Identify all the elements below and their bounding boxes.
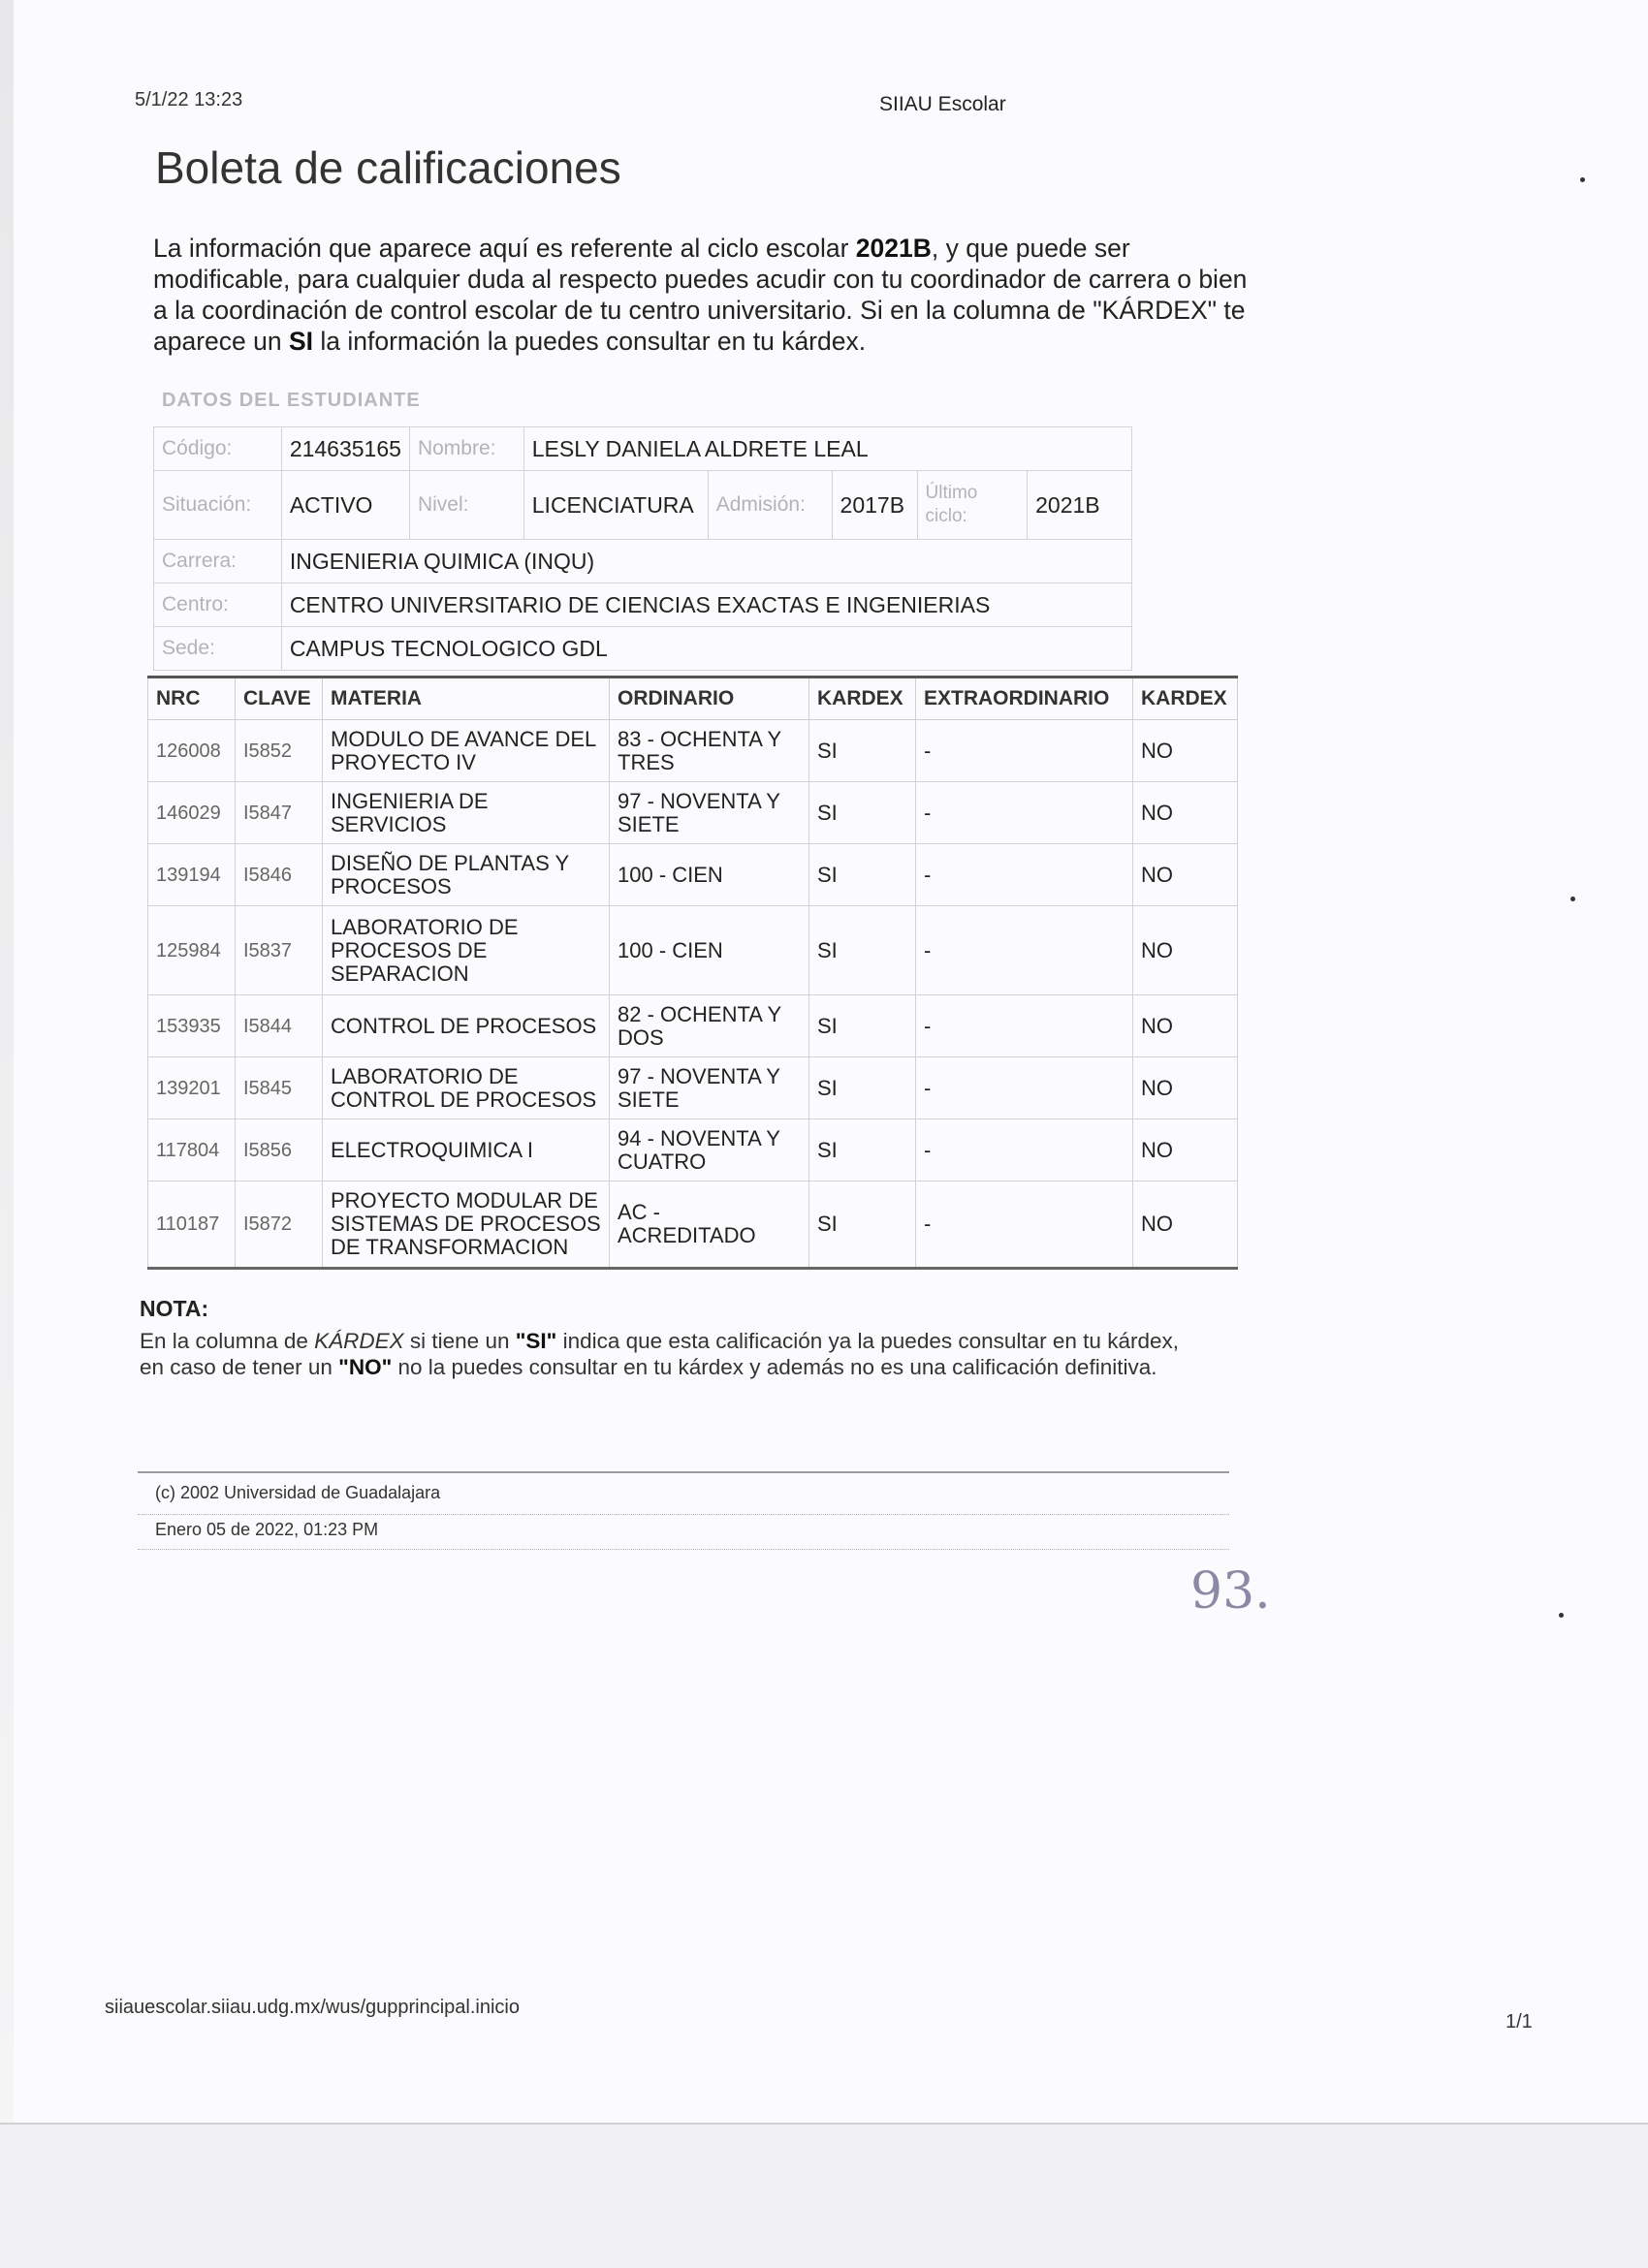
cell-clave: I5852: [236, 720, 323, 782]
cell-clave: I5847: [236, 782, 323, 844]
table-row: [148, 906, 1238, 995]
col-clave: CLAVE: [236, 677, 323, 720]
label-codigo: Código:: [154, 427, 282, 471]
cell-kardex-extra: NO: [1133, 1057, 1238, 1119]
cell-kardex: SI: [809, 995, 916, 1057]
table-row: [148, 720, 1238, 782]
scan-edge: [0, 0, 14, 2266]
cell-kardex-extra: NO: [1133, 995, 1238, 1057]
nota-text: En la columna de KÁRDEX si tiene un "SI" indica que esta calificación ya la puedes consultar en tu kárdex, en caso de tener un "NO" no la puedes consultar en tu kárdex y además no es una calificación definitiva.: [140, 1329, 1179, 1379]
scan-bottom-strip: [0, 2123, 1648, 2268]
value-codigo: 214635165: [281, 427, 409, 471]
cell-kardex: SI: [809, 1057, 916, 1119]
value-carrera: INGENIERIA QUIMICA (INQU): [281, 540, 1131, 583]
table-row: [148, 1181, 1238, 1269]
value-nombre: LESLY DANIELA ALDRETE LEAL: [523, 427, 1131, 471]
cell-kardex: SI: [809, 1181, 916, 1269]
cell-materia: LABORATORIO DE CONTROL DE PROCESOS: [323, 1057, 610, 1119]
label-nombre: Nombre:: [409, 427, 523, 471]
cell-materia: ELECTROQUIMICA I: [323, 1119, 610, 1181]
cell-kardex: SI: [809, 844, 916, 906]
cell-materia: INGENIERIA DE SERVICIOS: [323, 782, 610, 844]
cell-ordinario: 82 - OCHENTA Y DOS: [610, 995, 809, 1057]
label-nivel: Nivel:: [409, 471, 523, 540]
cell-extraordinario: -: [916, 1119, 1133, 1181]
print-date: 5/1/22 13:23: [135, 89, 243, 110]
cell-clave: I5845: [236, 1057, 323, 1119]
cell-kardex-extra: NO: [1133, 906, 1238, 995]
copyright: (c) 2002 Universidad de Guadalajara: [155, 1483, 441, 1502]
student-data-caption: DATOS DEL ESTUDIANTE: [162, 390, 421, 411]
col-materia: MATERIA: [323, 677, 610, 720]
cell-kardex-extra: NO: [1133, 1119, 1238, 1181]
cell-materia: CONTROL DE PROCESOS: [323, 995, 610, 1057]
scan-speck: [1559, 1613, 1564, 1618]
cell-ordinario: AC - ACREDITADO: [610, 1181, 809, 1269]
scan-speck: [1570, 897, 1575, 901]
cell-nrc: 139201: [148, 1057, 236, 1119]
page-url: siiauescolar.siiau.udg.mx/wus/gupprincipal.inicio: [105, 1997, 520, 2018]
cell-clave: I5846: [236, 844, 323, 906]
cell-clave: I5837: [236, 906, 323, 995]
cell-kardex-extra: NO: [1133, 844, 1238, 906]
cell-materia: PROYECTO MODULAR DE SISTEMAS DE PROCESOS DE TRANSFORMACION: [323, 1181, 610, 1269]
cell-extraordinario: -: [916, 720, 1133, 782]
footer-divider: [138, 1471, 1229, 1473]
cell-ordinario: 94 - NOVENTA Y CUATRO: [610, 1119, 809, 1181]
value-ultimo-ciclo: 2021B: [1028, 471, 1132, 540]
label-carrera: Carrera:: [154, 540, 282, 583]
cell-ordinario: 100 - CIEN: [610, 844, 809, 906]
table-row: [148, 995, 1238, 1057]
cell-ordinario: 97 - NOVENTA Y SIETE: [610, 1057, 809, 1119]
label-centro: Centro:: [154, 583, 282, 627]
cell-nrc: 153935: [148, 995, 236, 1057]
cell-nrc: 125984: [148, 906, 236, 995]
cell-materia: MODULO DE AVANCE DEL PROYECTO IV: [323, 720, 610, 782]
cell-extraordinario: -: [916, 782, 1133, 844]
nota-title: NOTA:: [140, 1296, 209, 1321]
table-row: [148, 1119, 1238, 1181]
cell-extraordinario: -: [916, 1057, 1133, 1119]
value-nivel: LICENCIATURA: [523, 471, 708, 540]
cell-nrc: 117804: [148, 1119, 236, 1181]
scan-speck: [1580, 177, 1585, 182]
cell-nrc: 146029: [148, 782, 236, 844]
cell-kardex: SI: [809, 1119, 916, 1181]
label-ultimo-ciclo: Último ciclo:: [917, 471, 1028, 540]
cell-extraordinario: -: [916, 844, 1133, 906]
cell-kardex-extra: NO: [1133, 1181, 1238, 1269]
cell-ordinario: 100 - CIEN: [610, 906, 809, 995]
col-nrc: NRC: [148, 677, 236, 720]
cell-nrc: 126008: [148, 720, 236, 782]
value-sede: CAMPUS TECNOLOGICO GDL: [281, 627, 1131, 671]
cell-kardex: SI: [809, 782, 916, 844]
table-row: [148, 782, 1238, 844]
app-title: SIIAU Escolar: [879, 93, 1006, 115]
generated-timestamp: Enero 05 de 2022, 01:23 PM: [155, 1520, 379, 1539]
cell-extraordinario: -: [916, 995, 1133, 1057]
label-sede: Sede:: [154, 627, 282, 671]
cell-nrc: 110187: [148, 1181, 236, 1269]
cell-kardex: SI: [809, 720, 916, 782]
cell-ordinario: 83 - OCHENTA Y TRES: [610, 720, 809, 782]
col-extraordinario: EXTRAORDINARIO: [916, 677, 1133, 720]
handwritten-note: 93.: [1190, 1562, 1271, 1621]
cell-materia: DISEÑO DE PLANTAS Y PROCESOS: [323, 844, 610, 906]
table-row: [148, 844, 1238, 906]
footer-divider-dotted: [138, 1549, 1229, 1550]
label-situacion: Situación:: [154, 471, 282, 540]
col-kardex-extra: KARDEX: [1133, 677, 1238, 720]
table-row: [148, 1057, 1238, 1119]
cell-kardex: SI: [809, 906, 916, 995]
grades-table: [147, 676, 1238, 1270]
cell-nrc: 139194: [148, 844, 236, 906]
cell-clave: I5844: [236, 995, 323, 1057]
cell-clave: I5856: [236, 1119, 323, 1181]
student-data-table: [153, 426, 1132, 671]
cell-clave: I5872: [236, 1181, 323, 1269]
cell-kardex-extra: NO: [1133, 720, 1238, 782]
intro-paragraph: La información que aparece aquí es referente al ciclo escolar 2021B, y que puede ser modificable, para cualquier duda al respecto puedes acudir con tu coordinador de carrera o bien a la coordinación de control escolar de tu centro universitario. Si en la columna de "KÁRDEX" te aparece un SI la información la puedes consultar en tu kárdex.: [153, 234, 1248, 356]
value-admision: 2017B: [832, 471, 917, 540]
footer-divider-dotted: [138, 1514, 1229, 1515]
page-number: 1/1: [1505, 2011, 1533, 2032]
value-situacion: ACTIVO: [281, 471, 409, 540]
label-admision: Admisión:: [708, 471, 832, 540]
page-title: Boleta de calificaciones: [155, 142, 621, 193]
value-centro: CENTRO UNIVERSITARIO DE CIENCIAS EXACTAS E INGENIERIAS: [281, 583, 1131, 627]
cell-ordinario: 97 - NOVENTA Y SIETE: [610, 782, 809, 844]
cell-extraordinario: -: [916, 906, 1133, 995]
cell-kardex-extra: NO: [1133, 782, 1238, 844]
col-ordinario: ORDINARIO: [610, 677, 809, 720]
cell-materia: LABORATORIO DE PROCESOS DE SEPARACION: [323, 906, 610, 995]
col-kardex: KARDEX: [809, 677, 916, 720]
cell-extraordinario: -: [916, 1181, 1133, 1269]
